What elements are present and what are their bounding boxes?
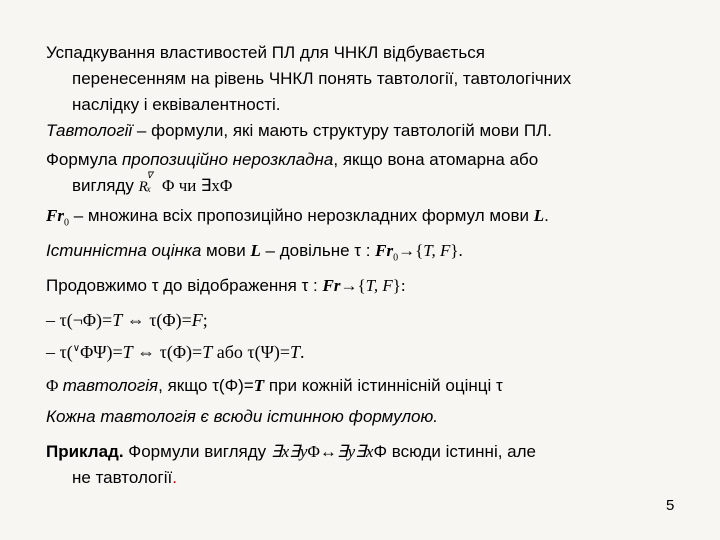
text-line-disjunction-rule bbox=[46, 341, 305, 363]
formula-def-a: Формула bbox=[46, 150, 122, 169]
form-view-a: вигляду bbox=[72, 176, 139, 195]
extension-fr: Fr bbox=[322, 276, 341, 295]
form-view-b: Φ чи bbox=[157, 176, 201, 195]
disj-b: ΦΨ)= bbox=[80, 342, 123, 362]
truth-eval-b: мови bbox=[201, 241, 251, 260]
disj-T3: T bbox=[290, 342, 301, 362]
neg-e: ; bbox=[202, 310, 208, 330]
neg-F: F bbox=[191, 310, 203, 330]
term-nondecomposable: пропозиційно нерозкладна bbox=[121, 150, 334, 169]
term-tautologies: Тавтології bbox=[46, 121, 133, 140]
text-line-2 bbox=[72, 68, 571, 90]
line-1-text: Успадкування властивостей ПЛ для ЧНКЛ відбувається bbox=[46, 43, 485, 62]
disj-T1: T bbox=[122, 342, 133, 362]
truth-eval-TF: T, F bbox=[423, 241, 451, 260]
neg-c: ⇔ τ(Φ)= bbox=[122, 310, 192, 330]
extension-TF: T, F bbox=[365, 276, 393, 295]
truth-eval-h: }. bbox=[450, 241, 463, 260]
text-line-formula-def bbox=[46, 149, 538, 171]
fr0-dot: . bbox=[544, 206, 549, 225]
example-label: Приклад. bbox=[46, 442, 124, 461]
truth-eval-d: – довільне τ : bbox=[260, 241, 376, 260]
neg-a: – τ(¬Φ)= bbox=[46, 310, 113, 330]
truth-eval-L: L bbox=[250, 241, 261, 260]
example-f: Φ всюди істинні, але bbox=[373, 442, 536, 461]
line-2-text: перенесенням на рівень ЧНКЛ понять тавтології, тавтологічних bbox=[72, 69, 572, 88]
L-symbol: L bbox=[533, 206, 545, 225]
term-tautology: тавтологія bbox=[62, 376, 159, 395]
fr0-def-text: – множина всіх пропозиційно нерозкладних формул мови bbox=[68, 206, 534, 225]
R-letter: R bbox=[138, 179, 148, 195]
taut-phi: Φ bbox=[46, 376, 63, 395]
taut-c: , якщо τ(Φ)= bbox=[158, 376, 254, 395]
disj-T2: T bbox=[202, 342, 213, 362]
tautology-def-text: – формули, які мають структуру тавтологій мови ПЛ. bbox=[132, 121, 552, 140]
example-b: Формули вигляду bbox=[123, 442, 271, 461]
text-line-example-2 bbox=[72, 467, 177, 489]
text-line-3 bbox=[72, 94, 280, 116]
extension-c: →{ bbox=[340, 276, 366, 295]
term-truth-eval: Істинністна оцінка bbox=[46, 241, 202, 260]
text-line-negation-rule bbox=[46, 309, 208, 331]
example-dot: . bbox=[172, 468, 177, 487]
text-line-extension bbox=[46, 275, 406, 297]
taut-T: T bbox=[253, 376, 265, 395]
example-quant-2: ∃y∃x bbox=[336, 442, 374, 461]
example-cont: не тавтології bbox=[72, 468, 173, 487]
line-3-text: наслідку і еквівалентності. bbox=[72, 95, 281, 114]
text-line-example bbox=[46, 441, 536, 463]
text-line-statement bbox=[46, 406, 438, 428]
extension-e: }: bbox=[392, 276, 406, 295]
disj-f: або τ(Ψ)= bbox=[212, 342, 291, 362]
truth-eval-fr: Fr bbox=[375, 241, 394, 260]
extension-a: Продовжимо τ до відображення τ : bbox=[46, 276, 323, 295]
text-line-form-view bbox=[72, 170, 233, 198]
form-view-exists: ∃xΦ bbox=[200, 176, 233, 195]
example-quant-1: ∃x∃y bbox=[270, 442, 308, 461]
taut-e: при кожній істиннісній оцінці τ bbox=[264, 376, 503, 395]
fr0-sub: 0 bbox=[63, 217, 69, 229]
statement-text: Кожна тавтологія є всюди істинною формулою. bbox=[46, 407, 438, 426]
text-line-truth-eval bbox=[46, 240, 463, 262]
fr0-symbol: Fr bbox=[46, 206, 64, 225]
page-number: 5 bbox=[666, 497, 675, 514]
truth-eval-sub: 0 bbox=[393, 252, 399, 264]
disj-d: ⇔ τ(Φ)= bbox=[132, 342, 203, 362]
disj-h: . bbox=[300, 342, 305, 362]
disj-a: – τ( bbox=[46, 342, 73, 362]
text-line-1 bbox=[46, 42, 485, 64]
text-line-tautology-cond bbox=[46, 375, 503, 397]
quantifier-R-symbol: R ∇ x bbox=[138, 170, 153, 195]
formula-def-c: , якщо вона атомарна або bbox=[333, 150, 539, 169]
neg-T: T bbox=[112, 310, 123, 330]
text-line-tautology-def bbox=[46, 120, 552, 142]
text-line-fr0-def bbox=[46, 205, 549, 227]
disj-vee: ∨ bbox=[72, 343, 81, 354]
example-d: Φ↔ bbox=[307, 442, 337, 461]
truth-eval-f: →{ bbox=[398, 241, 424, 260]
